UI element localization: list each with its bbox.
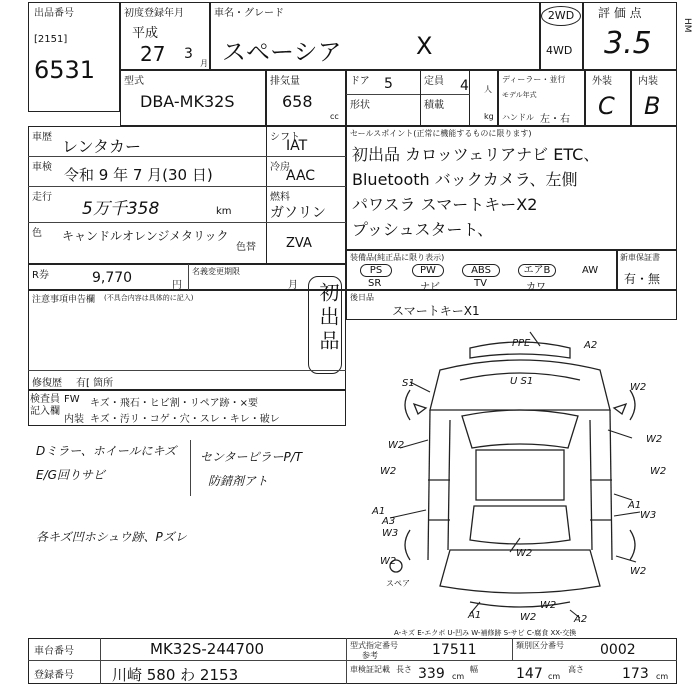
damage-mark: W2 (630, 566, 647, 577)
height-unit: cm (656, 672, 669, 681)
displacement-value: 658 (282, 92, 313, 111)
damage-mark: W2 (650, 466, 667, 477)
damage-mark: W2 (540, 600, 557, 611)
person-unit: 人 (484, 85, 492, 94)
history-h3 (28, 222, 346, 223)
notes-sub: (不具合内容は具体的に記入) (104, 294, 194, 302)
damage-mark: A2 (584, 340, 598, 351)
damage-mark: A2 (574, 614, 588, 625)
damage-mark: A1 (628, 500, 642, 511)
footer-v2 (346, 638, 347, 684)
hand-note: センターピラーP/T (200, 450, 303, 464)
damage-mark: W2 (380, 556, 397, 567)
cc-unit: cc (330, 112, 339, 121)
type-label: 型式 (124, 76, 144, 87)
footer-v3 (512, 638, 513, 660)
handle-value: 左・右 (540, 114, 570, 125)
damage-mark: S1 (402, 378, 415, 389)
hand-note: 各キズ凹ホシュウ跡、Pズレ (36, 530, 187, 544)
warranty-label: 新車保証書 (620, 253, 660, 262)
hand-note: 防錆剤アト (208, 474, 269, 488)
type-spec-value: 17511 (432, 642, 477, 658)
first-reg-label: 初度登録年月 (124, 8, 184, 19)
shape-label: 形状 (350, 100, 370, 111)
model-label: 車名・グレード (214, 8, 284, 19)
damage-mark: A3 (382, 516, 396, 527)
drive-4wd: 4WD (546, 44, 573, 57)
hand-note: E/G回りサビ (36, 468, 105, 482)
notes-center-line (190, 440, 191, 496)
selling-points-label: セールスポイント(正常に機能するものに限ります) (350, 129, 532, 138)
length-label: 長さ (396, 665, 412, 674)
type-value: DBA-MK32S (140, 92, 235, 111)
lot-label: 出品番号 (34, 8, 74, 19)
width-value: 147 (516, 666, 543, 682)
model-year-label: モデル年式 (502, 91, 537, 99)
interior-note-label: 内装 (64, 414, 84, 425)
yen-unit: 円 (172, 280, 182, 291)
damage-mark: W3 (382, 528, 399, 539)
ac-label: 冷房 (270, 162, 290, 173)
selling-point-line: 初出品 カロッツェリアナビ ETC、 (352, 145, 600, 164)
inspection-value: 令和 9 年 7 月(30 日) (64, 166, 213, 184)
hand-note: Dミラー、ホイールにキズ (36, 444, 177, 458)
reg-year: 27 (140, 42, 166, 66)
door-value: 5 (384, 76, 393, 92)
damage-mark: W2 (646, 434, 663, 445)
grade-label: 評 価 点 (598, 6, 642, 20)
lot-small: [2151] (34, 34, 68, 45)
color-label: 色 (32, 228, 42, 239)
fw-label: FW (64, 394, 80, 405)
side-text: HM (682, 18, 692, 33)
damage-mark: A1 (468, 610, 482, 621)
interior-label: 内装 (638, 76, 658, 87)
capacity-label: 定員 (424, 76, 444, 87)
drive-2wd: 2WD (541, 6, 581, 26)
ref-label: 参考 (362, 651, 378, 660)
tax-label: 名義変更期限 (192, 267, 240, 276)
history-h4 (266, 156, 346, 157)
damage-mark: W2 (388, 440, 405, 451)
width-unit: cm (548, 672, 561, 681)
footer-v1 (100, 638, 101, 684)
exterior-value: C (598, 92, 615, 120)
grade-score: 3.5 (604, 26, 652, 61)
selling-point-line: パワスラ スマートキーX2 (352, 195, 538, 214)
displacement-label: 排気量 (270, 76, 300, 87)
equip-airbag: エアB (518, 264, 556, 277)
door-label: ドア (350, 76, 370, 87)
notes-label: 注意事項申告欄 (32, 295, 96, 305)
mileage-label: 走行 (32, 192, 52, 203)
repair-divider (28, 370, 346, 371)
load-label: 積載 (424, 100, 444, 111)
exterior-label: 外装 (592, 76, 612, 87)
class-label: 類別区分番号 (516, 641, 564, 650)
damage-mark: W2 (380, 466, 397, 477)
selling-points-lines (352, 142, 674, 242)
dealer-label: ディーラー・並行 (502, 75, 566, 84)
recycle-label: R券 (32, 270, 49, 281)
damage-mark: W2 (516, 548, 533, 559)
type-spec-label: 型式指定番号 (350, 641, 398, 650)
equip-tv: TV (474, 278, 487, 289)
damage-legend: A-キズ E-エクボ U-凹み W-補修跡 S-サビ C-腐食 XX-交換 (394, 629, 577, 637)
kg-unit: kg (484, 112, 494, 121)
damage-mark: A1 (372, 506, 386, 517)
plate-label: 登録番号 (34, 670, 74, 681)
recycle-box (28, 264, 346, 290)
fw-items: キズ・飛石・ヒビ割・リペア跡・×要 (90, 398, 258, 409)
history-h5 (266, 186, 346, 187)
equip-abs: ABS (462, 264, 500, 277)
history-value: レンタカー (62, 137, 141, 156)
chassis-value: MK32S-244700 (150, 640, 265, 658)
era: 平成 (132, 26, 159, 41)
equip-ps: PS (360, 264, 392, 277)
km-unit: km (216, 206, 232, 217)
damage-mark: W3 (640, 510, 657, 521)
mileage-value: 5万千358 (82, 199, 160, 219)
recycle-value: 9,770 (92, 270, 133, 286)
tax-month: 月 (288, 280, 298, 291)
spare-label: スペア (386, 579, 410, 588)
damage-mark: U S1 (510, 376, 534, 387)
shift-value: IAT (286, 138, 308, 154)
chassis-label: 車台番号 (34, 646, 74, 657)
damage-mark: PPE (512, 338, 531, 349)
aftermarket-value: スマートキーX1 (392, 304, 480, 318)
first-listed: 初出品 (316, 282, 340, 354)
grade: X (416, 32, 433, 60)
class-value: 0002 (600, 642, 636, 658)
fuel-value: ガソリン (270, 205, 326, 221)
warranty-value: 有・無 (624, 272, 661, 286)
capacity-value: 4 (460, 78, 469, 94)
color-no-label: 色替 (236, 242, 256, 253)
equip-leather: カワ (526, 282, 546, 293)
equip-sr: SR (368, 278, 382, 289)
height-label: 高さ (568, 665, 584, 674)
repair-label: 修復歴 (32, 378, 62, 389)
damage-mark: W2 (630, 382, 647, 393)
equip-aw: AW (582, 265, 599, 276)
handle-label: ハンドル (502, 113, 534, 122)
color-value: キャンドルオレンジメタリック (62, 229, 229, 243)
inspection-label: 車検 (32, 162, 52, 173)
ac-value: AAC (286, 168, 316, 184)
reg-month-unit: 月 (200, 59, 208, 68)
footer-mid (28, 660, 677, 661)
selling-point-line: プッシュスタート、 (352, 220, 494, 239)
reg-month: 3 (184, 46, 193, 62)
selling-point-line: Bluetooth バックカメラ、左側 (352, 170, 578, 189)
fuel-label: 燃料 (270, 192, 290, 203)
lot-number: 6531 (34, 56, 96, 84)
history-vline (266, 126, 267, 264)
length-value: 339 (418, 666, 445, 682)
equip-navi: ナビ (420, 282, 440, 293)
interior-value: B (644, 92, 661, 120)
history-label: 車歴 (32, 132, 52, 143)
history-h2 (28, 186, 266, 187)
interior-note-items: キズ・汚リ・コゲ・穴・スレ・キレ・破レ (90, 414, 280, 425)
length-unit: cm (452, 672, 465, 681)
damage-mark: W2 (520, 612, 537, 623)
model-name: スペーシア (222, 38, 342, 66)
size-label: 車検証記載 (350, 665, 390, 674)
height-value: 173 (622, 666, 649, 682)
inspector-label: 検査員記入欄 (30, 394, 60, 417)
shift-label: シフト (270, 132, 300, 143)
equip-pw: PW (412, 264, 444, 277)
equipment-label: 装備品(純正品に限り表示) (350, 253, 445, 262)
plate-value: 川崎 580 わ 2153 (112, 666, 239, 684)
car-diagram (370, 330, 670, 625)
width-label: 幅 (470, 665, 478, 674)
recycle-div (188, 264, 189, 290)
repair-value: 有[ 箇所 (76, 378, 114, 389)
color-code: ZVA (286, 236, 312, 251)
aftermarket-label: 後日品 (350, 293, 374, 302)
